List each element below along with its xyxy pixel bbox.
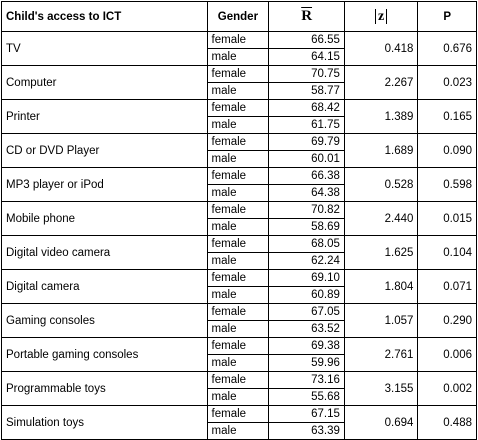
table-row	[2, 168, 477, 185]
gender-cell: female	[207, 66, 269, 83]
item-label: Portable gaming consoles	[2, 338, 208, 372]
mean-rank-cell: 60.89	[269, 287, 345, 304]
mean-rank-cell: 69.79	[269, 134, 345, 151]
table-row	[2, 100, 477, 117]
gender-cell: male	[207, 117, 269, 134]
p-cell: 0.015	[418, 202, 477, 236]
z-cell: 1.689	[344, 134, 417, 168]
gender-cell: male	[207, 355, 269, 372]
item-label: MP3 player or iPod	[2, 168, 208, 202]
gender-cell: female	[207, 270, 269, 287]
header-z-symbol: z	[375, 9, 387, 24]
p-cell: 0.090	[418, 134, 477, 168]
table-row	[2, 134, 477, 151]
z-cell: 0.528	[344, 168, 417, 202]
table-row	[2, 202, 477, 219]
header-mean-rank	[269, 2, 345, 32]
header-mean-rank-symbol: $\overline{R}$	[301, 8, 313, 24]
z-cell: 0.418	[344, 32, 417, 66]
z-cell: 1.389	[344, 100, 417, 134]
header-z	[344, 2, 417, 32]
p-cell: 0.071	[418, 270, 477, 304]
mean-rank-cell: 59.96	[269, 355, 345, 372]
z-cell: 1.804	[344, 270, 417, 304]
mean-rank-cell: 64.38	[269, 185, 345, 202]
item-label: TV	[2, 32, 208, 66]
gender-cell: male	[207, 253, 269, 270]
gender-cell: female	[207, 100, 269, 117]
table-body	[2, 32, 477, 440]
item-label: Digital video camera	[2, 236, 208, 270]
ict-access-table	[1, 1, 477, 440]
item-label: Simulation toys	[2, 406, 208, 440]
mean-rank-cell: 67.15	[269, 406, 345, 423]
mean-rank-cell: 66.55	[269, 32, 345, 49]
p-cell: 0.023	[418, 66, 477, 100]
mean-rank-cell: 64.15	[269, 49, 345, 66]
gender-cell: male	[207, 389, 269, 406]
mean-rank-cell: 69.38	[269, 338, 345, 355]
table-row	[2, 372, 477, 389]
gender-cell: male	[207, 185, 269, 202]
mean-rank-cell: 58.69	[269, 219, 345, 236]
table-row	[2, 236, 477, 253]
mean-rank-cell: 67.05	[269, 304, 345, 321]
mean-rank-cell: 60.01	[269, 151, 345, 168]
gender-cell: female	[207, 32, 269, 49]
mean-rank-cell: 70.75	[269, 66, 345, 83]
mean-rank-cell: 68.05	[269, 236, 345, 253]
mean-rank-cell: 70.82	[269, 202, 345, 219]
z-cell: 1.625	[344, 236, 417, 270]
mean-rank-cell: 55.68	[269, 389, 345, 406]
gender-cell: female	[207, 338, 269, 355]
table-row	[2, 32, 477, 49]
p-cell: 0.104	[418, 236, 477, 270]
p-cell: 0.676	[418, 32, 477, 66]
item-label: Gaming consoles	[2, 304, 208, 338]
p-cell: 0.165	[418, 100, 477, 134]
z-cell: 2.267	[344, 66, 417, 100]
gender-cell: male	[207, 287, 269, 304]
gender-cell: female	[207, 372, 269, 389]
mean-rank-cell: 63.39	[269, 423, 345, 440]
p-cell: 0.598	[418, 168, 477, 202]
table-row	[2, 66, 477, 83]
gender-cell: female	[207, 134, 269, 151]
table-row	[2, 270, 477, 287]
z-cell: 1.057	[344, 304, 417, 338]
z-cell: 2.440	[344, 202, 417, 236]
header-gender: Gender	[207, 2, 269, 32]
gender-cell: female	[207, 406, 269, 423]
mean-rank-cell: 66.38	[269, 168, 345, 185]
item-label: Digital camera	[2, 270, 208, 304]
gender-cell: female	[207, 168, 269, 185]
gender-cell: male	[207, 423, 269, 440]
item-label: Computer	[2, 66, 208, 100]
mean-rank-cell: 73.16	[269, 372, 345, 389]
table-row	[2, 406, 477, 423]
gender-cell: female	[207, 236, 269, 253]
mean-rank-cell: 63.52	[269, 321, 345, 338]
gender-cell: female	[207, 304, 269, 321]
gender-cell: male	[207, 151, 269, 168]
header-p: P	[418, 2, 477, 32]
table-row	[2, 338, 477, 355]
gender-cell: male	[207, 219, 269, 236]
item-label: Mobile phone	[2, 202, 208, 236]
mean-rank-cell: 69.10	[269, 270, 345, 287]
gender-cell: male	[207, 83, 269, 100]
mean-rank-cell: 68.42	[269, 100, 345, 117]
table-row	[2, 304, 477, 321]
z-cell: 3.155	[344, 372, 417, 406]
gender-cell: female	[207, 202, 269, 219]
p-cell: 0.006	[418, 338, 477, 372]
header-row	[2, 2, 477, 32]
p-cell: 0.488	[418, 406, 477, 440]
gender-cell: male	[207, 321, 269, 338]
mean-rank-cell: 62.24	[269, 253, 345, 270]
z-cell: 2.761	[344, 338, 417, 372]
mean-rank-cell: 58.77	[269, 83, 345, 100]
item-label: Programmable toys	[2, 372, 208, 406]
z-cell: 0.694	[344, 406, 417, 440]
p-cell: 0.002	[418, 372, 477, 406]
item-label: CD or DVD Player	[2, 134, 208, 168]
mean-rank-cell: 61.75	[269, 117, 345, 134]
p-cell: 0.290	[418, 304, 477, 338]
item-label: Printer	[2, 100, 208, 134]
gender-cell: male	[207, 49, 269, 66]
header-item: Child's access to ICT	[2, 2, 208, 32]
